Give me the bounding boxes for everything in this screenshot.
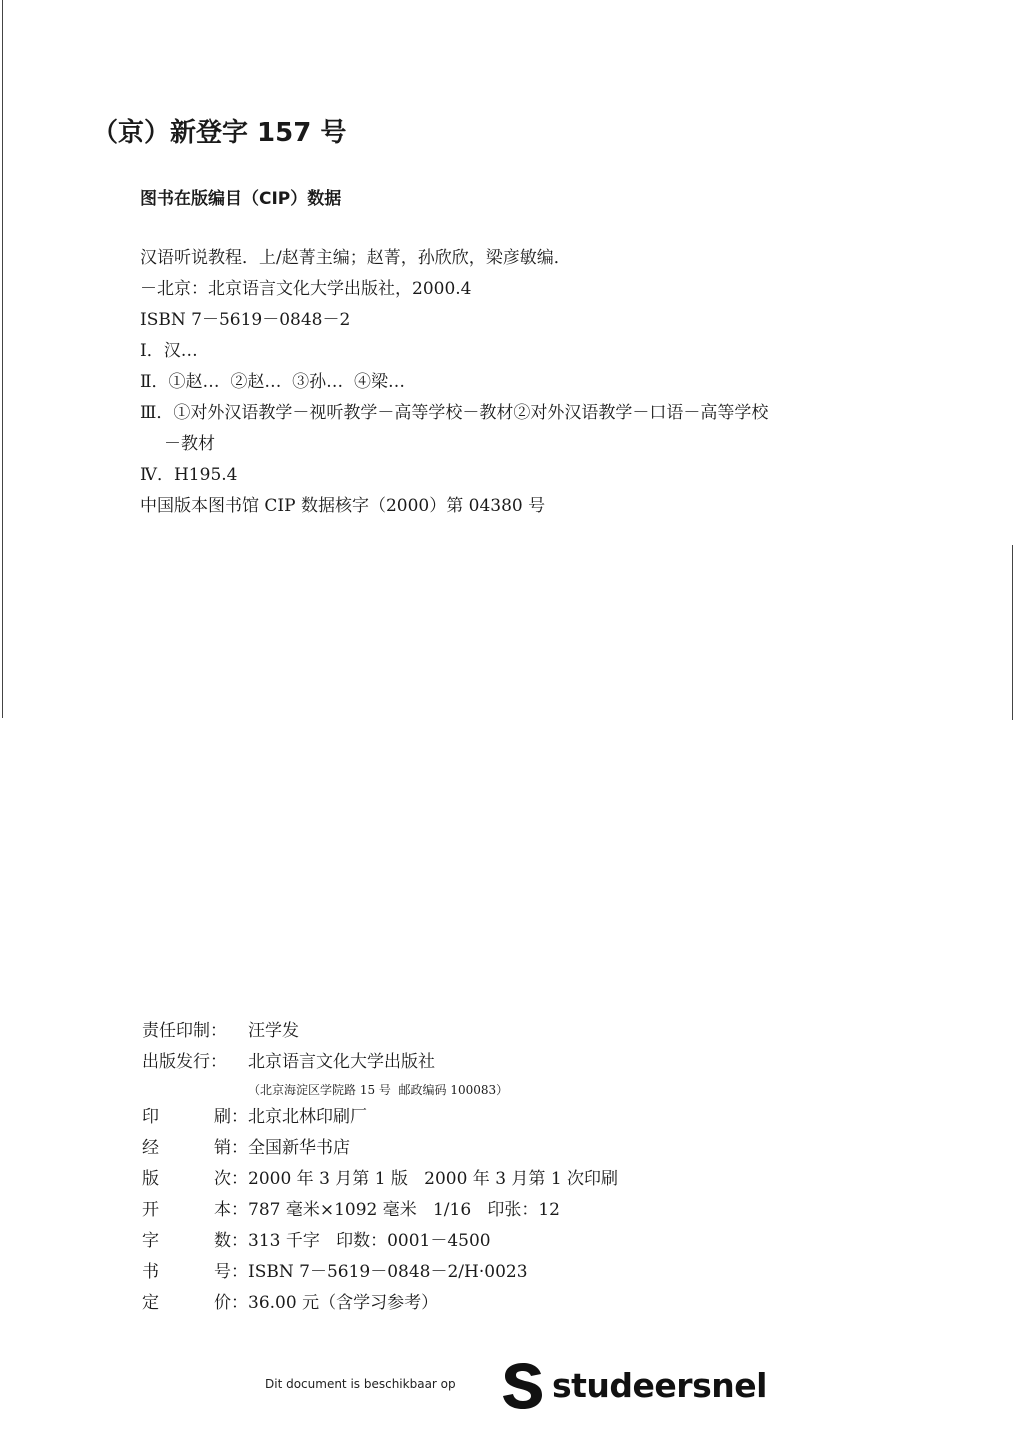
pub-label: 经 bbox=[142, 1138, 159, 1158]
pub-value: 787 毫米×1092 毫米 1/16 印张：12 bbox=[248, 1200, 560, 1220]
pub-row-print-supervisor bbox=[142, 1016, 618, 1047]
cip-data-block bbox=[140, 243, 768, 522]
pub-value: 全国新华书店 bbox=[248, 1138, 350, 1158]
pub-row-distribution bbox=[142, 1133, 618, 1164]
studeersnel-s-icon bbox=[500, 1360, 546, 1410]
pub-value: 北京北林印刷厂 bbox=[248, 1107, 367, 1127]
studeersnel-brand-name: studeersnel bbox=[552, 1365, 767, 1405]
page-edge-left bbox=[2, 0, 3, 718]
pub-value: 北京语言文化大学出版社 bbox=[248, 1052, 435, 1072]
cip-line: －教材 bbox=[164, 434, 215, 454]
pub-label: 次： bbox=[214, 1169, 248, 1189]
cip-line: Ⅲ．①对外汉语教学－视听教学－高等学校－教材②对外汉语教学－口语－高等学校 bbox=[140, 403, 769, 423]
pub-label: 定 bbox=[142, 1293, 159, 1313]
cip-line: －北京：北京语言文化大学出版社，2000.4 bbox=[140, 279, 472, 299]
pub-label: 责任印制： bbox=[142, 1021, 227, 1041]
cip-line: 汉语听说教程．上/赵菁主编；赵菁，孙欣欣，梁彦敏编． bbox=[140, 248, 571, 268]
pub-label: 开 bbox=[142, 1200, 159, 1220]
cip-line: Ⅳ．H195.4 bbox=[140, 465, 238, 485]
cip-line: 中国版本图书馆 CIP 数据核字（2000）第 04380 号 bbox=[140, 496, 546, 516]
pub-label: 版 bbox=[142, 1169, 159, 1189]
studeersnel-logo-link[interactable] bbox=[500, 1360, 767, 1410]
pub-row-word-count bbox=[142, 1226, 618, 1257]
pub-label: 本： bbox=[214, 1200, 248, 1220]
registration-number: （京）新登字 157 号 bbox=[92, 118, 347, 148]
pub-label: 号： bbox=[214, 1262, 248, 1282]
pub-row-printing bbox=[142, 1102, 618, 1133]
pub-label: 字 bbox=[142, 1231, 159, 1251]
cip-line: ISBN 7－5619－0848－2 bbox=[140, 310, 351, 330]
pub-value: ISBN 7－5619－0848－2/H·0023 bbox=[248, 1262, 528, 1282]
pub-value: 2000 年 3 月第 1 版 2000 年 3 月第 1 次印刷 bbox=[248, 1169, 619, 1189]
pub-value: 36.00 元（含学习参考） bbox=[248, 1293, 439, 1313]
publication-info bbox=[142, 1016, 618, 1319]
pub-row-edition bbox=[142, 1164, 618, 1195]
pub-label: 刷： bbox=[214, 1107, 248, 1127]
pub-row-price bbox=[142, 1288, 618, 1319]
pub-value: 313 千字 印数：0001－4500 bbox=[248, 1231, 491, 1251]
pub-label: 价： bbox=[214, 1293, 248, 1313]
pub-label: 印 bbox=[142, 1107, 159, 1127]
cip-line: Ⅰ．汉… bbox=[140, 341, 198, 361]
cip-title: 图书在版编目（CIP）数据 bbox=[140, 189, 342, 209]
page-edge-right bbox=[1012, 545, 1013, 720]
pub-label: 出版发行： bbox=[142, 1052, 227, 1072]
pub-row-publisher bbox=[142, 1047, 618, 1078]
pub-value: 汪学发 bbox=[248, 1021, 299, 1041]
pub-label: 书 bbox=[142, 1262, 159, 1282]
pub-row-format bbox=[142, 1195, 618, 1226]
pub-label: 数： bbox=[214, 1231, 248, 1251]
publisher-address: （北京海淀区学院路 15 号 邮政编码 100083） bbox=[248, 1083, 509, 1097]
pub-label: 销： bbox=[214, 1138, 248, 1158]
footer-availability-text: Dit document is beschikbaar op bbox=[265, 1377, 456, 1391]
cip-line: Ⅱ．①赵… ②赵… ③孙… ④梁… bbox=[140, 372, 405, 392]
pub-row-book-number bbox=[142, 1257, 618, 1288]
